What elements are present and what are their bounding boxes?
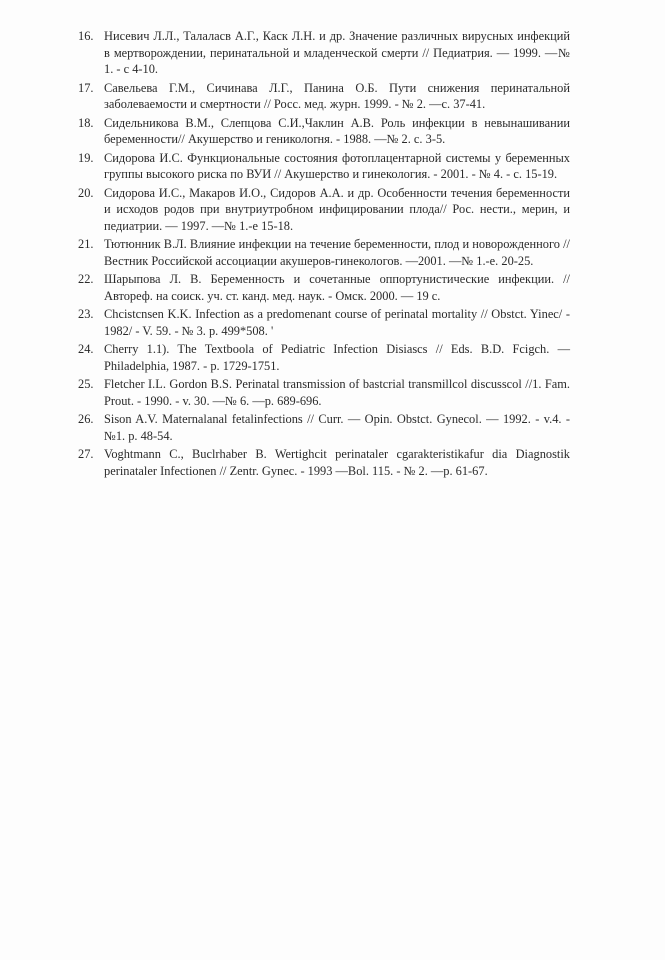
reference-item [78,446,570,479]
reference-number: 18. [78,115,94,130]
reference-text: Тютюнник В.Л. Влияние инфекции на течение беременности, плод и новорожденного // Вестник Российской ассоциации акушеров-гинекологов. —2001. —№ 1.-е. 20-25. [104,237,570,268]
reference-number: 23. [78,307,94,321]
reference-text: Савельева Г.М., Сичинава Л.Г., Панина О.Б. Пути снижения перинатальной заболеваемости и смертности // Росс. мед. журн. 1999. - № 2. —с. 37-41. [104,80,570,111]
reference-text: Сидорова И.С. Функциональные состояния фотоплацентарной системы у беременных группы высокого риска по ВУИ // Акушерство и гинекология. - 2001. - № 4. - с. 15-19. [104,150,570,181]
reference-number: 16. [78,29,94,43]
reference-item [78,115,570,148]
reference-item [78,236,570,269]
reference-number: 21. [78,237,94,251]
reference-item [78,341,570,374]
reference-item [78,28,570,78]
reference-number: 26. [78,412,94,426]
reference-item [78,411,570,444]
reference-item [78,185,570,235]
reference-text: Chcistcnsen K.K. Infection as a predomenant course of perinatal mortality // Obstct. Yinec/ - 1982/ - V. 59. - № 3. p. 499*508. ' [104,307,570,338]
reference-text: Fletcher I.L. Gordon B.S. Perinatal transmission of bastcrial transmillcol discusscol //1. Fam. Prout. - 1990. - v. 30. —№ 6. —p. 689-696. [104,377,570,408]
reference-number: 19. [78,150,94,165]
reference-item [78,271,570,304]
reference-text: Нисевич Л.Л., Талаласв А.Г., Каск Л.Н. и др. Значение различных вирусных инфекций в мертворождении, перинатальной и младенческой смерти // Педиатрия. — 1999. —№ 1. - с 4-10. [104,29,570,76]
reference-text: Sison A.V. Maternalanal fetalinfections // Curr. — Opin. Obstct. Gynecol. — 1992. - v.4. - №1. p. 48-54. [104,412,570,443]
reference-list [78,28,570,481]
reference-item [78,150,570,183]
reference-number: 17. [78,80,94,95]
reference-text: Cherry 1.1). The Textboola of Pediatric Infection Disiascs // Eds. B.D. Fcigch. — Philadelphia, 1987. - p. 1729-1751. [104,342,570,373]
reference-number: 22. [78,272,94,286]
reference-item [78,376,570,409]
reference-text: Сидельникова В.М., Слепцова С.И.,Чаклин А.В. Роль инфекции в невынашивании беременности// Акушерство и гениколоrня. - 1988. —№ 2. с. 3-5. [104,115,570,146]
reference-number: 24. [78,342,94,356]
reference-text: Шарыпова Л. В. Беременность и сочетанные оппортунистические инфекции. // Автореф. на соиск. уч. ст. канд. мед. наук. - Омск. 2000. — 19 с. [104,272,570,303]
reference-number: 25. [78,377,94,391]
reference-number: 27. [78,447,94,461]
reference-text: Voghtmann C., Buclrhaber B. Wertighcit perinataler cgarakteristikafur dia Diagnostik perinataler Infectionen // Zentr. Gynec. - 1993 —Bol. 115. - № 2. —p. 61-67. [104,447,570,478]
reference-item [78,306,570,339]
reference-number: 20. [78,185,94,200]
reference-text: Сидорова И.С., Макаров И.О., Сидоров А.А. и др. Особенности течения беременности и исходов родов при внутриутробном инфицировании плода// Рос. нести., мерин, и педиатрии. — 1997. —№ 1.-е 15-18. [104,185,570,233]
reference-item [78,80,570,113]
